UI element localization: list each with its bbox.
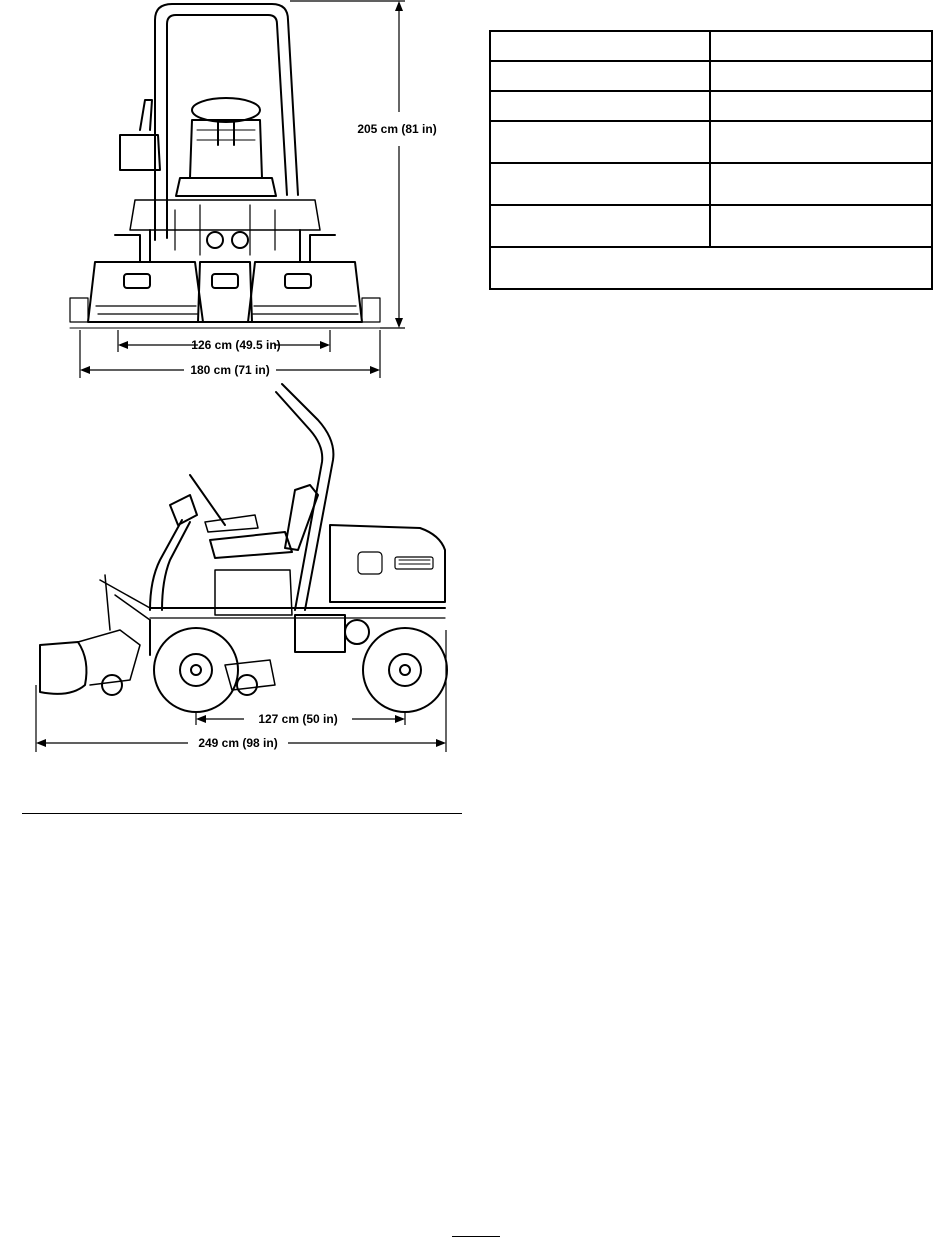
table-cell: [490, 31, 710, 61]
spec-table: [489, 30, 933, 290]
table-cell: [490, 205, 710, 247]
table-cell: [710, 121, 932, 163]
table-cell: [710, 31, 932, 61]
table-footer: [490, 247, 932, 289]
side-wheelbase-label: 127 cm (50 in): [258, 712, 338, 726]
page-number-rule: [452, 1236, 500, 1237]
side-view-illustration: [0, 380, 470, 780]
table-row: [490, 91, 932, 121]
table-row: [490, 61, 932, 91]
side-overall-length-label: 249 cm (98 in): [198, 736, 278, 750]
table-cell: [490, 121, 710, 163]
front-height-label: 205 cm (81 in): [357, 122, 437, 136]
table-row: [490, 163, 932, 205]
table-row: [490, 31, 932, 61]
table-cell: [490, 163, 710, 205]
front-inner-width-label: 126 cm (49.5 in): [191, 338, 281, 352]
front-overall-width-label: 180 cm (71 in): [190, 363, 270, 377]
table-cell: [710, 163, 932, 205]
table-cell: [710, 91, 932, 121]
table-row: [490, 205, 932, 247]
table-footer-row: [490, 247, 932, 289]
front-view-illustration: [0, 0, 470, 390]
table-cell: [490, 61, 710, 91]
section-divider: [22, 813, 462, 814]
table-row: [490, 121, 932, 163]
table-cell: [710, 61, 932, 91]
table-cell: [490, 91, 710, 121]
table-cell: [710, 205, 932, 247]
